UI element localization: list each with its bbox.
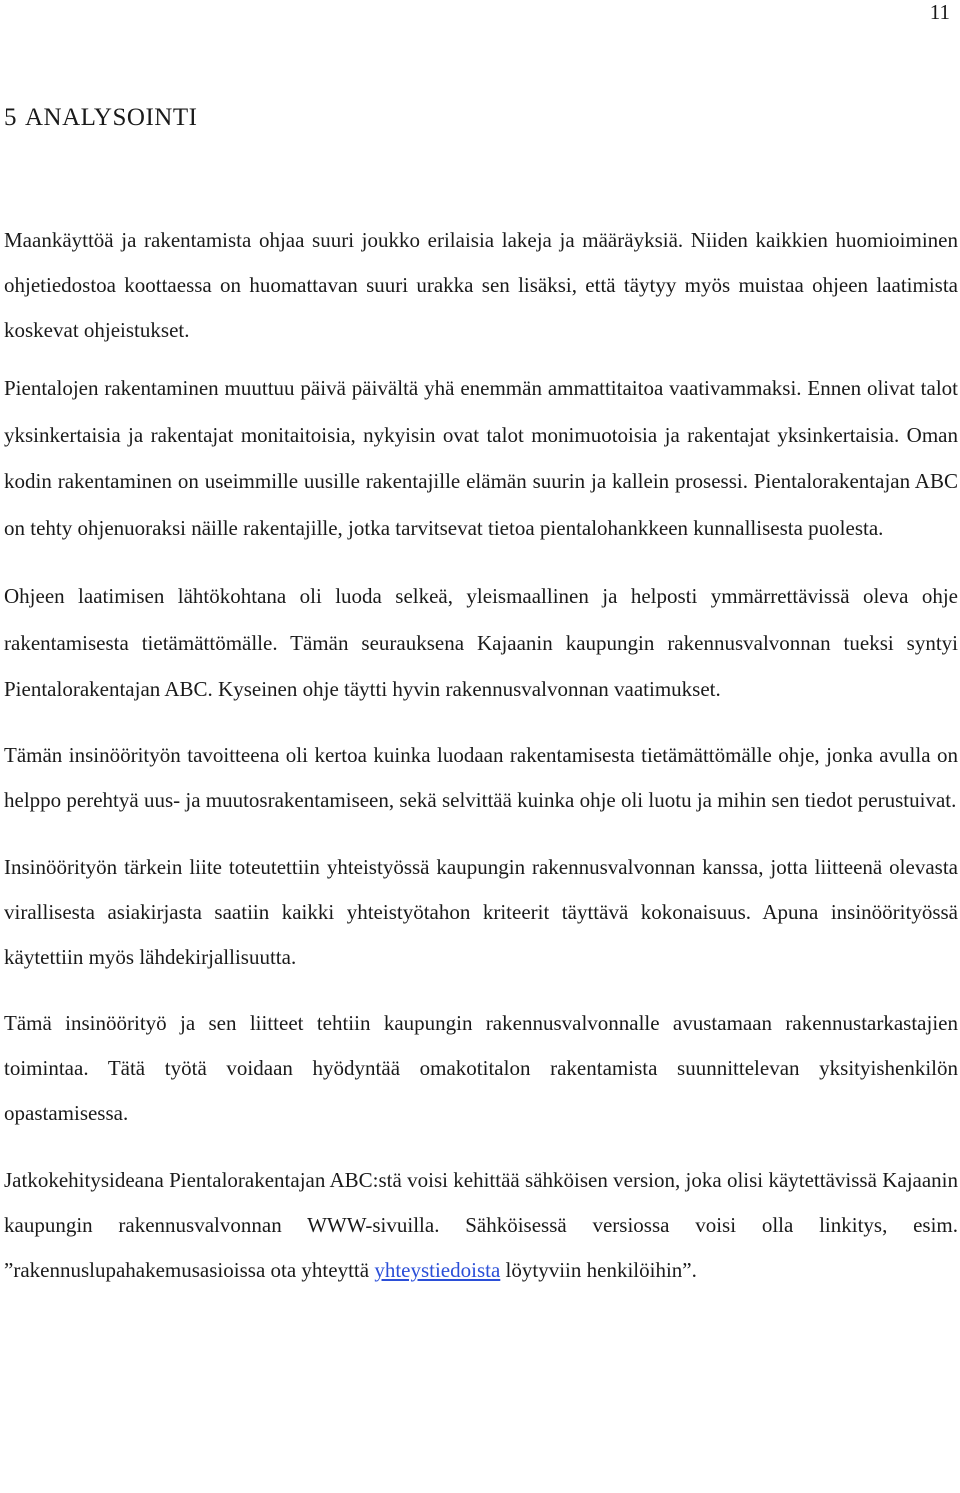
paragraph-5: Insinöörityön tärkein liite toteutettiin yhteistyössä kaupungin rakennusvalvonnan kanssa, jotta liitteenä olevasta virallisesta asiakirjasta saatiin kaikki yhteistyötahon kriteerit täyttävä kokonaisuus. Apuna insinöörityössä käytettiin myös lähdekirjallisuutta.: [4, 854, 958, 969]
paragraph-7-text-end: löytyviin henkilöihin”.: [500, 1257, 697, 1282]
paragraph-6: Tämä insinöörityö ja sen liitteet tehtiin kaupungin rakennusvalvonnalle avustamaan rakennustarkastajien toimintaa. Tätä työtä voidaan hyödyntää omakotitalon rakentamista suunnittelevan yksityishenkilön opastamisessa.: [4, 1010, 958, 1125]
paragraph-3: Ohjeen laatimisen lähtökohtana oli luoda selkeä, yleismaallinen ja helposti ymmärrettävissä oleva ohje rakentamisesta tietämättömälle. Tämän seurauksena Kajaanin kaupungin rakennusvalvonnan tueksi syntyi Pientalorakentajan ABC. Kyseinen ohje täytti hyvin rakennusvalvonnan vaatimukset.: [4, 584, 958, 701]
paragraph-7-text-start: Jatkokehitysideana Pientalorakentajan ABC:stä voisi kehittää sähköisen version, joka olisi käytettävissä Kajaanin kaupungin rakennusvalvonnan WWW-sivuilla. Sähköisessä versiossa voisi olla linkitys, esim. ”rakennuslupahakemusasioissa ota yhteyttä: [4, 1167, 958, 1282]
page-number: 11: [929, 0, 950, 24]
paragraph-2: Pientalojen rakentaminen muuttuu päivä päivältä yhä enemmän ammattitaitoa vaativammaksi. Ennen olivat talot yksinkertaisia ja rakentajat monitaitoisia, nykyisin ovat talot monimuotoisia ja rakentajat yksinkertaisia. Oman kodin rakentaminen on useimmille uusille rakentajille elämän suurin ja kallein prosessi. Pientalorakentajan ABC on tehty ohjenuoraksi näille rakentajille, jotka tarvitsevat tietoa pientalohankkeen kunnallisesta puolesta.: [4, 376, 958, 540]
section-title: ANALYSOINTI: [25, 104, 198, 131]
section-heading: [4, 103, 197, 133]
body-text: [4, 218, 958, 1293]
paragraph-4: Tämän insinöörityön tavoitteena oli kertoa kuinka luodaan rakentamisesta tietämättömälle ohje, jonka avulla on helppo perehtyä uus- ja muutosrakentamiseen, sekä selvittää kuinka ohje oli luotu ja mihin sen tiedot perustuivat.: [4, 742, 958, 812]
contact-info-link[interactable]: yhteystiedoista: [374, 1257, 501, 1282]
paragraph-1: Maankäyttöä ja rakentamista ohjaa suuri joukko erilaisia lakeja ja määräyksiä. Niiden kaikkien huomioiminen ohjetiedostoa koottaessa on huomattavan suuri urakka sen lisäksi, että täytyy myös muistaa ohjeen laatimista koskevat ohjeistukset.: [4, 228, 958, 342]
section-number: 5: [4, 104, 17, 131]
paragraph-7: [4, 1158, 958, 1293]
